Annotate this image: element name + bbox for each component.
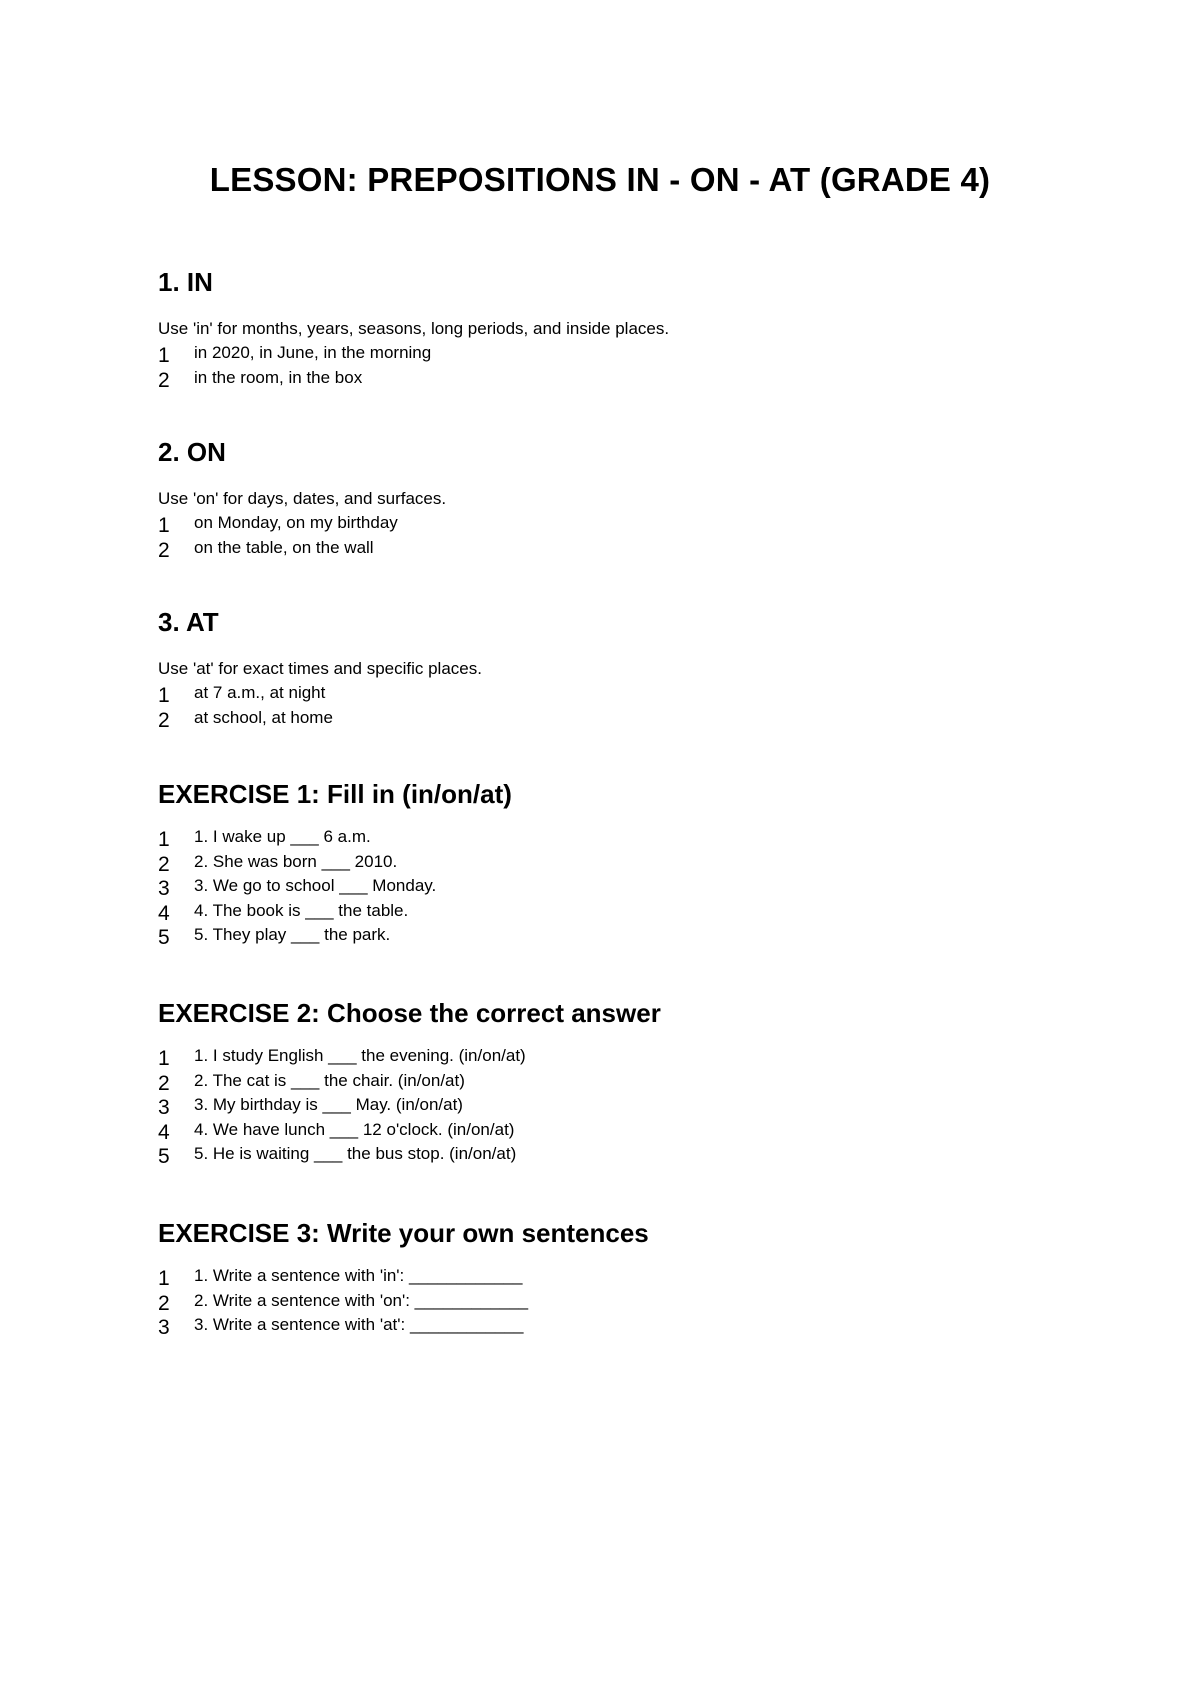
list-item <box>158 341 1058 366</box>
list-item <box>158 1264 1058 1289</box>
section-description: Use 'in' for months, years, seasons, long periods, and inside places. <box>158 319 670 338</box>
section-description: Use 'on' for days, dates, and surfaces. <box>158 489 447 508</box>
list-item <box>158 923 1058 948</box>
list-text: 3. Write a sentence with 'at': ____________ <box>194 1315 524 1334</box>
list-number: 3 <box>158 1096 170 1119</box>
list-number: 3 <box>158 877 170 900</box>
list-number: 2 <box>158 708 170 732</box>
page-title: LESSON: PREPOSITIONS IN - ON - AT (GRADE 4) <box>209 161 991 198</box>
exercise-list <box>158 1044 1058 1167</box>
exercise-2 <box>158 997 1058 1167</box>
exercise-list <box>158 1264 1058 1338</box>
example-list <box>158 341 1058 390</box>
list-number: 5 <box>158 926 170 949</box>
list-text: 1. Write a sentence with 'in': ____________ <box>194 1266 523 1285</box>
exercise-list <box>158 825 1058 948</box>
section-heading: 3. AT <box>158 607 219 637</box>
list-item <box>158 850 1058 875</box>
list-number: 2 <box>158 1071 170 1095</box>
list-item <box>158 536 1058 561</box>
list-item <box>158 511 1058 536</box>
list-text: 2. The cat is ___ the chair. (in/on/at) <box>194 1070 465 1090</box>
section-at <box>158 606 1058 730</box>
list-text: 2. Write a sentence with 'on': ____________ <box>194 1290 529 1310</box>
list-text: 1. I study English ___ the evening. (in/on/at) <box>194 1046 526 1065</box>
list-text: at 7 a.m., at night <box>194 683 326 702</box>
list-number: 5 <box>158 1145 170 1168</box>
list-number: 4 <box>158 1120 170 1144</box>
list-text: 2. She was born ___ 2010. <box>194 851 398 871</box>
list-text: at school, at home <box>194 707 333 727</box>
section-description: Use 'at' for exact times and specific places. <box>158 659 482 678</box>
list-number: 2 <box>158 1291 170 1315</box>
list-number: 1 <box>158 1047 170 1070</box>
list-item <box>158 1118 1058 1143</box>
list-item <box>158 706 1058 731</box>
section-heading: 2. ON <box>158 437 226 467</box>
list-number: 2 <box>158 368 170 392</box>
list-item <box>158 1313 1058 1338</box>
list-item <box>158 1289 1058 1314</box>
list-text: in 2020, in June, in the morning <box>194 343 432 362</box>
list-item <box>158 1142 1058 1167</box>
example-list <box>158 681 1058 730</box>
list-text: 4. The book is ___ the table. <box>194 900 409 920</box>
list-number: 4 <box>158 901 170 925</box>
list-number: 1 <box>158 514 170 537</box>
exercise-3 <box>158 1217 1058 1338</box>
list-item <box>158 1044 1058 1069</box>
list-text: in the room, in the box <box>194 367 363 387</box>
exercise-heading: EXERCISE 1: Fill in (in/on/at) <box>158 779 512 809</box>
section-on <box>158 436 1058 560</box>
list-number: 3 <box>158 1316 170 1339</box>
exercise-heading: EXERCISE 2: Choose the correct answer <box>158 998 661 1028</box>
section-heading: 1. IN <box>158 267 213 297</box>
list-item <box>158 681 1058 706</box>
exercise-1 <box>158 778 1058 948</box>
list-number: 1 <box>158 684 170 707</box>
exercise-heading: EXERCISE 3: Write your own sentences <box>158 1218 649 1248</box>
list-item <box>158 899 1058 924</box>
list-item <box>158 366 1058 391</box>
list-text: 4. We have lunch ___ 12 o'clock. (in/on/at) <box>194 1119 515 1139</box>
section-in <box>158 266 1058 390</box>
example-list <box>158 511 1058 560</box>
list-number: 2 <box>158 852 170 876</box>
list-number: 1 <box>158 344 170 367</box>
list-item <box>158 874 1058 899</box>
list-text: on Monday, on my birthday <box>194 513 398 532</box>
list-text: 3. My birthday is ___ May. (in/on/at) <box>194 1095 463 1114</box>
list-item <box>158 825 1058 850</box>
list-text: 1. I wake up ___ 6 a.m. <box>194 827 371 846</box>
list-text: on the table, on the wall <box>194 537 374 557</box>
list-text: 5. They play ___ the park. <box>194 925 391 944</box>
list-number: 1 <box>158 828 170 851</box>
list-text: 3. We go to school ___ Monday. <box>194 876 437 895</box>
list-item <box>158 1069 1058 1094</box>
list-number: 1 <box>158 1267 170 1290</box>
list-item <box>158 1093 1058 1118</box>
list-number: 2 <box>158 538 170 562</box>
list-text: 5. He is waiting ___ the bus stop. (in/on/at) <box>194 1144 517 1163</box>
